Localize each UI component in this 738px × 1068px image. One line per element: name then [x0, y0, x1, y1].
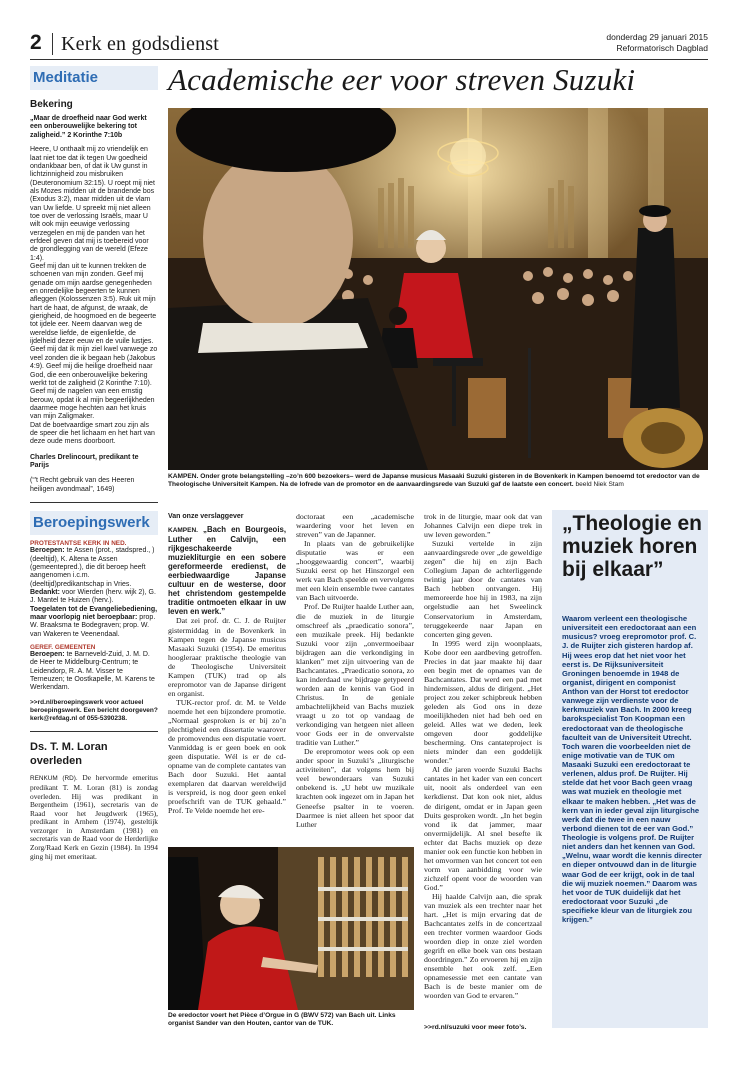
organist-photo: [168, 847, 414, 1010]
paper-name: Reformatorisch Dagblad: [616, 43, 708, 53]
entry-text: te Assen (prot., stadspred., ) (deeltijd), K. Altena te Assen (gemeentepred.), die dit beroep heeft aangenomen i.c.m. (deeltijd)predikantschap in Vries.: [30, 547, 155, 588]
obituary-body: De hervormde emeritus predikant T. M. Loran (81) is zondag overleden. Hij was predikant in Bergentheim (1961), secretaris van de Raad voor het Jeugdwerk (1965), predikant in Arnhem (1974), gesteltijk verzorger in Amsterdam (1981) en secretaris van de Raad voor de Herderlijke Zorg/Raad Kerk en Gezin (1984). In 1994 ging hij met emeritaat.: [30, 773, 159, 861]
caption-place: KAMPEN.: [168, 473, 199, 480]
beroepingswerk-heading: Beroepingswerk: [30, 511, 158, 535]
masthead-info: [606, 32, 708, 54]
article-paragraph: Dat zei prof. dr. C. J. de Ruijter gistermiddag in de Bovenkerk in Kampen tegen de Japanse musicus Masaaki Suzuki (1954). De emeritus hoogleraar praktische theologie van de Theologische Universiteit Kampen (TUK) trad op als erepromotor van de Japanse dirigent en organist.: [168, 616, 286, 698]
page-number: 2: [30, 31, 42, 54]
church-entries: [30, 651, 158, 693]
lead-text: „Bach en Bourgeois, Luther en Calvijn, een rijkgeschakeerde muziekliturgie en een sobere gereformeerde eredienst, de eerbiedwaardige Japanse cultuur en de westerse, door het christendom gestempelde traditie ontmoeten elkaar in uw leven en werk.”: [168, 525, 286, 617]
entry-text: prop. W. Braaksma te Bodegraven; prop. W. van Wakeren te Veenendaal.: [30, 613, 156, 638]
entry-label: Bedankt:: [30, 588, 60, 596]
entry-text: te Barneveld-Zuid, J. M. D. de Heer te Middelburg-Centrum; te Leidendorp, R. A. M. Visser te Terneuzen; te Oostkapelle, M. Karens te Werkendam.: [30, 651, 155, 692]
meditatie-body: [30, 146, 158, 446]
entry-label: Beroepen:: [30, 651, 65, 658]
article-paragraph: In plaats van de gebruikelijke disputatie was er een „hooggewaardig concert”, waarbij Suzuki eerst op het Hinszorgel een werk van Bach speelde en vervolgens met een klein ensemble twee cantates van Bach uitvoerde.: [296, 539, 414, 603]
article-column-1: [168, 512, 286, 816]
main-photo-caption: [168, 473, 708, 490]
divider: [30, 731, 158, 732]
article-paragraph: Suzuki vertelde in zijn aanvaardingsrede over „de geweldige zegen” die hij en zijn Bach Collegium Japan de achterliggende twintig jaar door de cantates van Bach hebben ontvangen. Hij memoreerde hoe hij in 1983, na zijn orgelstudie aan het Sweelinck Conservatorium in Amsterdam, teruggekeerde naar Japan en concerten ging geven.: [424, 539, 542, 639]
entry-text: voor Wierden (herv. wijk 2), G. J. Mantel te Huizen (herv.).: [30, 588, 156, 605]
sidebar-quote: „Theologie en muziek horen bij elkaar”: [562, 512, 703, 581]
section-title: Kerk en godsdienst: [52, 33, 219, 55]
sidebar-box: [552, 510, 708, 1028]
left-column: [30, 66, 158, 861]
meditatie-paragraph: Dat de boetvaardige smart zou zijn als de speer die het lichaam en het hart van deze oude mens doorboort.: [30, 421, 155, 446]
church-name: GEREF. GEMEENTEN: [30, 644, 96, 651]
obituary-text: [30, 774, 158, 861]
church-ceremony-photo: [168, 108, 708, 470]
entry-label: Toegelaten tot de Evangeliebediening, maar voorlopig niet beroepbaar:: [30, 605, 158, 621]
more-photos-link[interactable]: >>rd.nl/suzuki voor meer foto’s.: [424, 1024, 527, 1031]
organ-photo-caption: De eredoctor voert het Pièce d’Orgue in G (BWV 572) van Bach uit. Links organist Sander van den Houten, cantor van de TUK.: [168, 1012, 396, 1028]
article-lead: [168, 525, 286, 616]
lead-place: KAMPEN.: [168, 527, 198, 534]
caption-text: Onder grote belangstelling –zo’n 600 bezoekers– werd de Japanse musicus Masaaki Suzuki gisteren in de Bovenkerk in Kampen benoemd tot eredoctor van de Theologische Universiteit Kampen. Na de lofrede van de promotor en de aanvaardingsrede van Suzuki gaf de laatste een concert.: [168, 473, 700, 489]
obituary-heading: Ds. T. M. Loran overleden: [30, 741, 108, 768]
article-paragraph: Al die jaren voerde Suzuki Bachs cantates in het kader van een concert uit, nooit als onderdeel van een kerkdienst. Dat kon ook niet, aldus de dirigent, omdat er in Japan geen Duits gesproken wordt. „In het begin vond ik dat jammer, maar onvermijdelijk. Al snel besefte ik echter dat Bachs muziek op deze manier ook een functie kon hebben in het omvormen van het concert tot een vorm van aanbidding voor wie zichzelf opent voor de woorden van God.”: [424, 765, 542, 892]
article-paragraph: TUK-rector prof. dr. M. te Velde noemde het een bijzondere promotie. „Normaal gesproken is er bij zo’n plechtigheid een dissertatie waarover de promovendus een disputatie voert. Vanmiddag is er geen boek en ook geen disputatie. Wél is er de cd-opname van de complete cantates van Bach door Suzuki. Het aantal exemplaren dat daarvan wereldwijd is verspreid, is nog door geen enkel proefschrift van de TUK gehaald.” Prof. Te Velde noemde het ere-: [168, 697, 286, 816]
issue-date: donderdag 29 januari 2015: [606, 32, 708, 42]
meditatie-title: Bekering: [30, 99, 73, 110]
meditatie-paragraph: Heere, U onthaalt mij zo vriendelijk en laat niet toe dat ik tegen Uw goedheid ondankbaar ben, of dat ik Uw gunst in lichtzinnigheid zou misbruiken (Deuteronomium 32:15). U roept mij niet als Mozes midden uit de brandende bos (Exodus 3:2), maar midden uit de vlam van Uw liefde. U spreekt mij niet alleen toe over de verlossing Israëls, maar U wilt ook mijn eeuwige verlossing verzegelen en mij de panden van het erfdeel geven dat mij is toebereid voor de grondlegging van de wereld (Efeze 1:4).: [30, 146, 155, 262]
photo-credit: beeld Niek Stam: [573, 481, 624, 489]
divider: [30, 502, 158, 503]
article-paragraph: doctoraat een „academische waardering voor het leven en streven” van de Japanner.: [296, 512, 414, 540]
organ-photo: [168, 847, 414, 1010]
main-photo: [168, 108, 708, 470]
meditatie-source: (“'t Recht gebruik van des Heeren heiligen avondmaal”, 1649): [30, 477, 135, 493]
meditatie-author: Charles Drelincourt, predikant te Parijs: [30, 453, 139, 469]
meditatie-quote: „Maar de droefheid naar God werkt een onberouwelijke bekering tot zaligheid.” 2 Korinthe 7:10b: [30, 115, 147, 139]
article-headline: Academische eer voor streven Suzuki: [168, 62, 636, 97]
entry-label: Beroepen:: [30, 547, 65, 555]
article-paragraph: De erepromotor wees ook op een ander spoor in Suzuki’s „liturgische activiteiten”, dat volgens hem bij veel bewonderaars van Suzuki onbekend is. „U hebt uw muzikale krachten ook ingezet om in Japan het Geneefse psalter in te voeren. Daarmee is niet alleen het spoor dat Luther: [296, 747, 414, 829]
church-entry: [30, 606, 158, 639]
church-entries: [30, 547, 158, 639]
church-entry: [30, 547, 158, 589]
church-entry: [30, 651, 158, 693]
article-column-2: [296, 512, 414, 829]
church-name: PROTESTANTSE KERK IN NED.: [30, 540, 127, 548]
article-paragraph: Prof. De Ruijter haalde Luther aan, die de muziek in de liturgie omschreef als „praedicatio sonora”, een muzikale preek. Hij bedankte Suzuki voor zijn „onvermoeibaar bijdragen aan die verkondiging in klanken” met zijn uitvoering van de Bachcantates. „Praedicatio sonora, zo kan inderdaad uw bijdrage getypeerd worden aan de kennis van God in Christus. In de geniale ambachtelijkheid van Bachs muziek vraagt u zo tot op vandaag de verkondiging van hetgeen niet alleen voor Gods eer in de onvervalste traditie van Luther.”: [296, 602, 414, 748]
sidebar-text: Waarom verleent een theologische universiteit een eredoctoraat aan een musicus? vroeg erepromotor prof. C. J. de Ruijter zich gisteren hardop af. Hij wees erop dat het niet voor het eerst is. De Rijksuniversiteit Groningen benoemde in 1948 de organist, dirigent en componist Anthon van der Horst tot eredoctor vanwege zijn verdienste voor de kerkmuziek van Bach. In 2000 kreeg barokspecialist Ton Koopman een eredoctoraat van de theologische faculteit van de Universiteit Utrecht. Toch waren die voorbeelden niet de enige motivatie van de TUK om Masaaki Suzuki een eredoctoraat te verlenen, aldus prof. De Ruijter. Hij stelde dat het voor Bach geen vraag was wat muziek en theologie met elkaar te maken hebben. „Het was de kern van in ieder geval zijn liturgische werk dat die twee in een nauw verbond dienen tot de eer van God.” Theologie is volgens prof. De Ruijter niet anders dan het kennen van God. „Welnu, waar wordt die kennis directer en dieper ontvouwd dan in de liturgie waar God de eer krijgt, ook in de taal die wij muziek noemen.” Daarom was het voor de TUK duidelijk dat het eredoctoraat voor Suzuki „de specifieke kleur van de liturgiek zou krijgen.”: [562, 614, 702, 925]
article-paragraph: trok in de liturgie, maar ook dat van Johannes Calvijn een diepe trek in uw leven geworden.”: [424, 512, 542, 540]
article-paragraph: Hij haalde Calvijn aan, die sprak van muziek als een trechter naar het hart. „Het is mijn ervaring dat de Bachcantates zelfs in de concertzaal een trechter vormen waardoor Gods woorden diep in onze ziel worden gegrift en elke boek van ons bestaan doordringen.” Zo ervoeren hij en zijn ensemble het ook zelf. „Een opnamesessie met een cantate van Bach is de beste manier om de woorden van God te ervaren.”: [424, 891, 542, 1001]
article-column-3: [424, 512, 542, 1001]
meditatie-paragraph: Geef mij dat ik mijn ziel kwel vanwege zo veel zonden die ik begaan heb (Jakobus 4:9). Geef mij die heilige droefheid naar God, die een onberouwelijke bekering werkt tot de zaligheid (2 Korinthe 7:10). Geef mij de nagelen van een ernstig berouw, opdat ik al mijn begeerlijkheden daarmee moge hechten aan het kruis van mijn Zaligmaker.: [30, 346, 158, 421]
byline: Van onze verslaggever: [168, 513, 244, 520]
article-paragraph: In 1995 werd zijn woonplaats, Kobe door een aardbeving getroffen. Precies in dat jaar maakte hij daar een begin met de opnames van de Bachcantates. Dat werd een pad met hindernissen, aldus de dirigent. „Het project zou zeker schipbreuk hebben geleden als God ons in deze moeilijkheden niet had beh oed en geleid. Alles wat we deden, leek omgeven door goddelijke bescherming. Ons cantateproject is niets minder dan een goddelijk wonder.”: [424, 638, 542, 766]
header-rule: [30, 59, 708, 60]
church-entry: [30, 589, 158, 606]
meditatie-heading: Meditatie: [30, 66, 158, 90]
meditatie-paragraph: Geef mij dan uit te kunnen trekken de schoenen van mijn zonden. Geef mij genade om mijn aardse genegenheden en onredelijke begeerten te kunnen afleggen (Kolossenzen 3:5). Ruk uit mijn hart de haat, de afgunst, de wraak, de gierigheid, de hoogmoed en de begeerte tot ijdele eer. Neem daarvan weg de wereldse liefde, de eigenliefde, de ijdelheid dezer eeuw en de vuile lustjes.: [30, 263, 157, 346]
beroepingswerk-link[interactable]: >>rd.nl/beroepingswerk voor actueel beroepingswerk. Een bericht doorgeven? kerk@refdag.nl of 055-5390238.: [30, 698, 158, 723]
obituary-kicker: RENKUM (RD).: [30, 775, 78, 783]
